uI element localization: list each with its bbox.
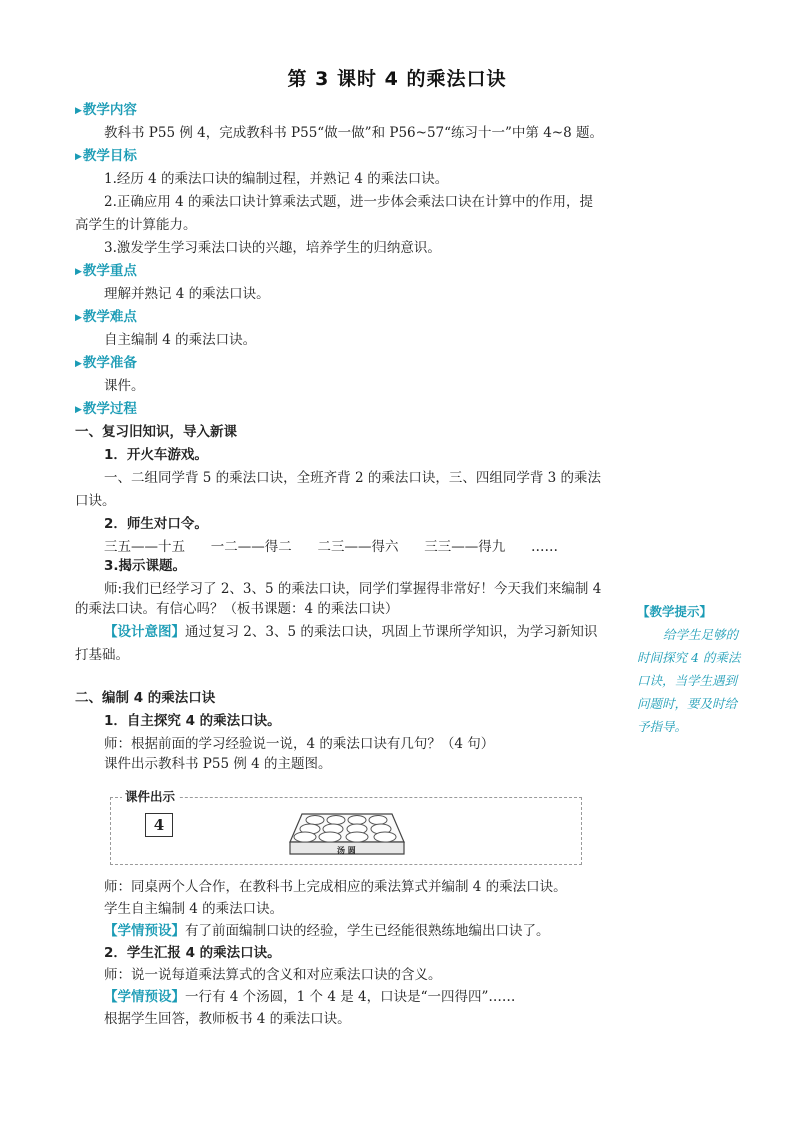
triangle-bullet-icon: ▶ <box>75 267 82 277</box>
goal-item-cont: 高学生的计算能力。 <box>75 217 197 233</box>
teaching-tip-sidebar <box>637 600 755 738</box>
prep-text: 课件。 <box>104 378 145 394</box>
part1-step1: 1．开火车游戏。 <box>104 447 208 463</box>
part1-step1-text-cont: 口诀。 <box>75 493 116 509</box>
student-preview-tag: 【学情预设】 <box>104 923 185 939</box>
chant-line: 三五——十五 一二——得二 二三——得六 三三——得九 …… <box>104 539 558 555</box>
teacher-intro: 师:我们已经学习了 2、3、5 的乘法口诀，同学们掌握得非常好！今天我们来编制 4 <box>104 581 602 597</box>
triangle-bullet-icon: ▶ <box>75 359 82 369</box>
part2-step2: 2．学生汇报 4 的乘法口诀。 <box>104 945 281 961</box>
part1-step2: 2．师生对口令。 <box>104 516 208 532</box>
part2-step1: 1．自主探究 4 的乘法口诀。 <box>104 713 281 729</box>
section-process-heading: ▶教学过程 <box>75 401 137 417</box>
goal-item: 3.激发学生学习乘法口诀的兴趣，培养学生的归纳意识。 <box>104 240 441 256</box>
goal-item: 1.经历 4 的乘法口诀的编制过程，并熟记 4 的乘法口诀。 <box>104 171 449 187</box>
tray-label: 汤 圆 <box>337 845 356 855</box>
triangle-bullet-icon: ▶ <box>75 106 82 116</box>
part1-step3: 3.揭示课题。 <box>104 558 187 574</box>
teaching-tip-line: 口诀，当学生遇到 <box>637 673 738 688</box>
design-intent: 【设计意图】通过复习 2、3、5 的乘法口诀，巩固上节课所学知识，为学习新知识 <box>104 624 598 640</box>
triangle-bullet-icon: ▶ <box>75 405 82 415</box>
student-preview-tag: 【学情预设】 <box>104 989 185 1005</box>
section-key-heading: ▶教学重点 <box>75 263 137 279</box>
teaching-tip-line: 予指导。 <box>637 719 688 734</box>
example-number-box: 4 <box>145 813 173 837</box>
section-goals-heading: ▶教学目标 <box>75 148 137 164</box>
part1-heading: 一、复习旧知识，导入新课 <box>75 424 237 440</box>
teacher-board-note: 根据学生回答，教师板书 4 的乘法口诀。 <box>104 1011 351 1027</box>
teaching-tip-line: 问题时，要及时给 <box>637 696 738 711</box>
teacher-instruction: 师：同桌两个人合作，在教科书上完成相应的乘法算式并编制 4 的乘法口诀。 <box>104 879 567 895</box>
goal-item: 2.正确应用 4 的乘法口诀计算乘法式题，进一步体会乘法口诀在计算中的作用，提 <box>104 194 594 210</box>
teacher-question: 师：根据前面的学习经验说一说，4 的乘法口诀有几句？（4 句） <box>104 736 495 752</box>
part2-heading: 二、编制 4 的乘法口诀 <box>75 690 216 706</box>
design-intent-cont: 打基础。 <box>75 647 129 663</box>
student-preview-1: 【学情预设】有了前面编制口诀的经验，学生已经能很熟练地编出口诀了。 <box>104 923 550 939</box>
student-activity: 学生自主编制 4 的乘法口诀。 <box>104 901 284 917</box>
student-preview-2: 【学情预设】一行有 4 个汤圆，1 个 4 是 4，口诀是“一四得四”…… <box>104 989 516 1005</box>
teaching-tip-heading: 【教学提示】 <box>637 604 713 619</box>
part1-step1-text: 一、二组同学背 5 的乘法口诀，全班齐背 2 的乘法口诀，三、四组同学背 3 的乘法 <box>104 470 602 486</box>
teacher-question-2: 师：说一说每道乘法算式的含义和对应乘法口诀的含义。 <box>104 967 442 983</box>
courseware-note: 课件出示教科书 P55 例 4 的主题图。 <box>104 756 332 772</box>
section-prep-heading: ▶教学准备 <box>75 355 137 371</box>
triangle-bullet-icon: ▶ <box>75 313 82 323</box>
design-intent-tag: 【设计意图】 <box>104 624 185 640</box>
difficulty-text: 自主编制 4 的乘法口诀。 <box>104 332 257 348</box>
section-content-heading: ▶教学内容 <box>75 102 137 118</box>
page-title: 第 3 课时 4 的乘法口诀 <box>287 68 507 90</box>
content-text: 教科书 P55 例 4，完成教科书 P55“做一做”和 P56~57“练习十一”中第 4~8 题。 <box>104 125 603 141</box>
triangle-bullet-icon: ▶ <box>75 152 82 162</box>
teacher-intro-cont: 的乘法口诀。有信心吗？（板书课题：4 的乘法口诀） <box>75 601 399 617</box>
teaching-tip-line: 时间探究 4 的乘法 <box>637 650 741 665</box>
section-difficulty-heading: ▶教学难点 <box>75 309 137 325</box>
teaching-tip-line: 给学生足够的 <box>663 627 739 642</box>
courseware-label: 课件出示 <box>122 787 178 805</box>
key-text: 理解并熟记 4 的乘法口诀。 <box>104 286 270 302</box>
